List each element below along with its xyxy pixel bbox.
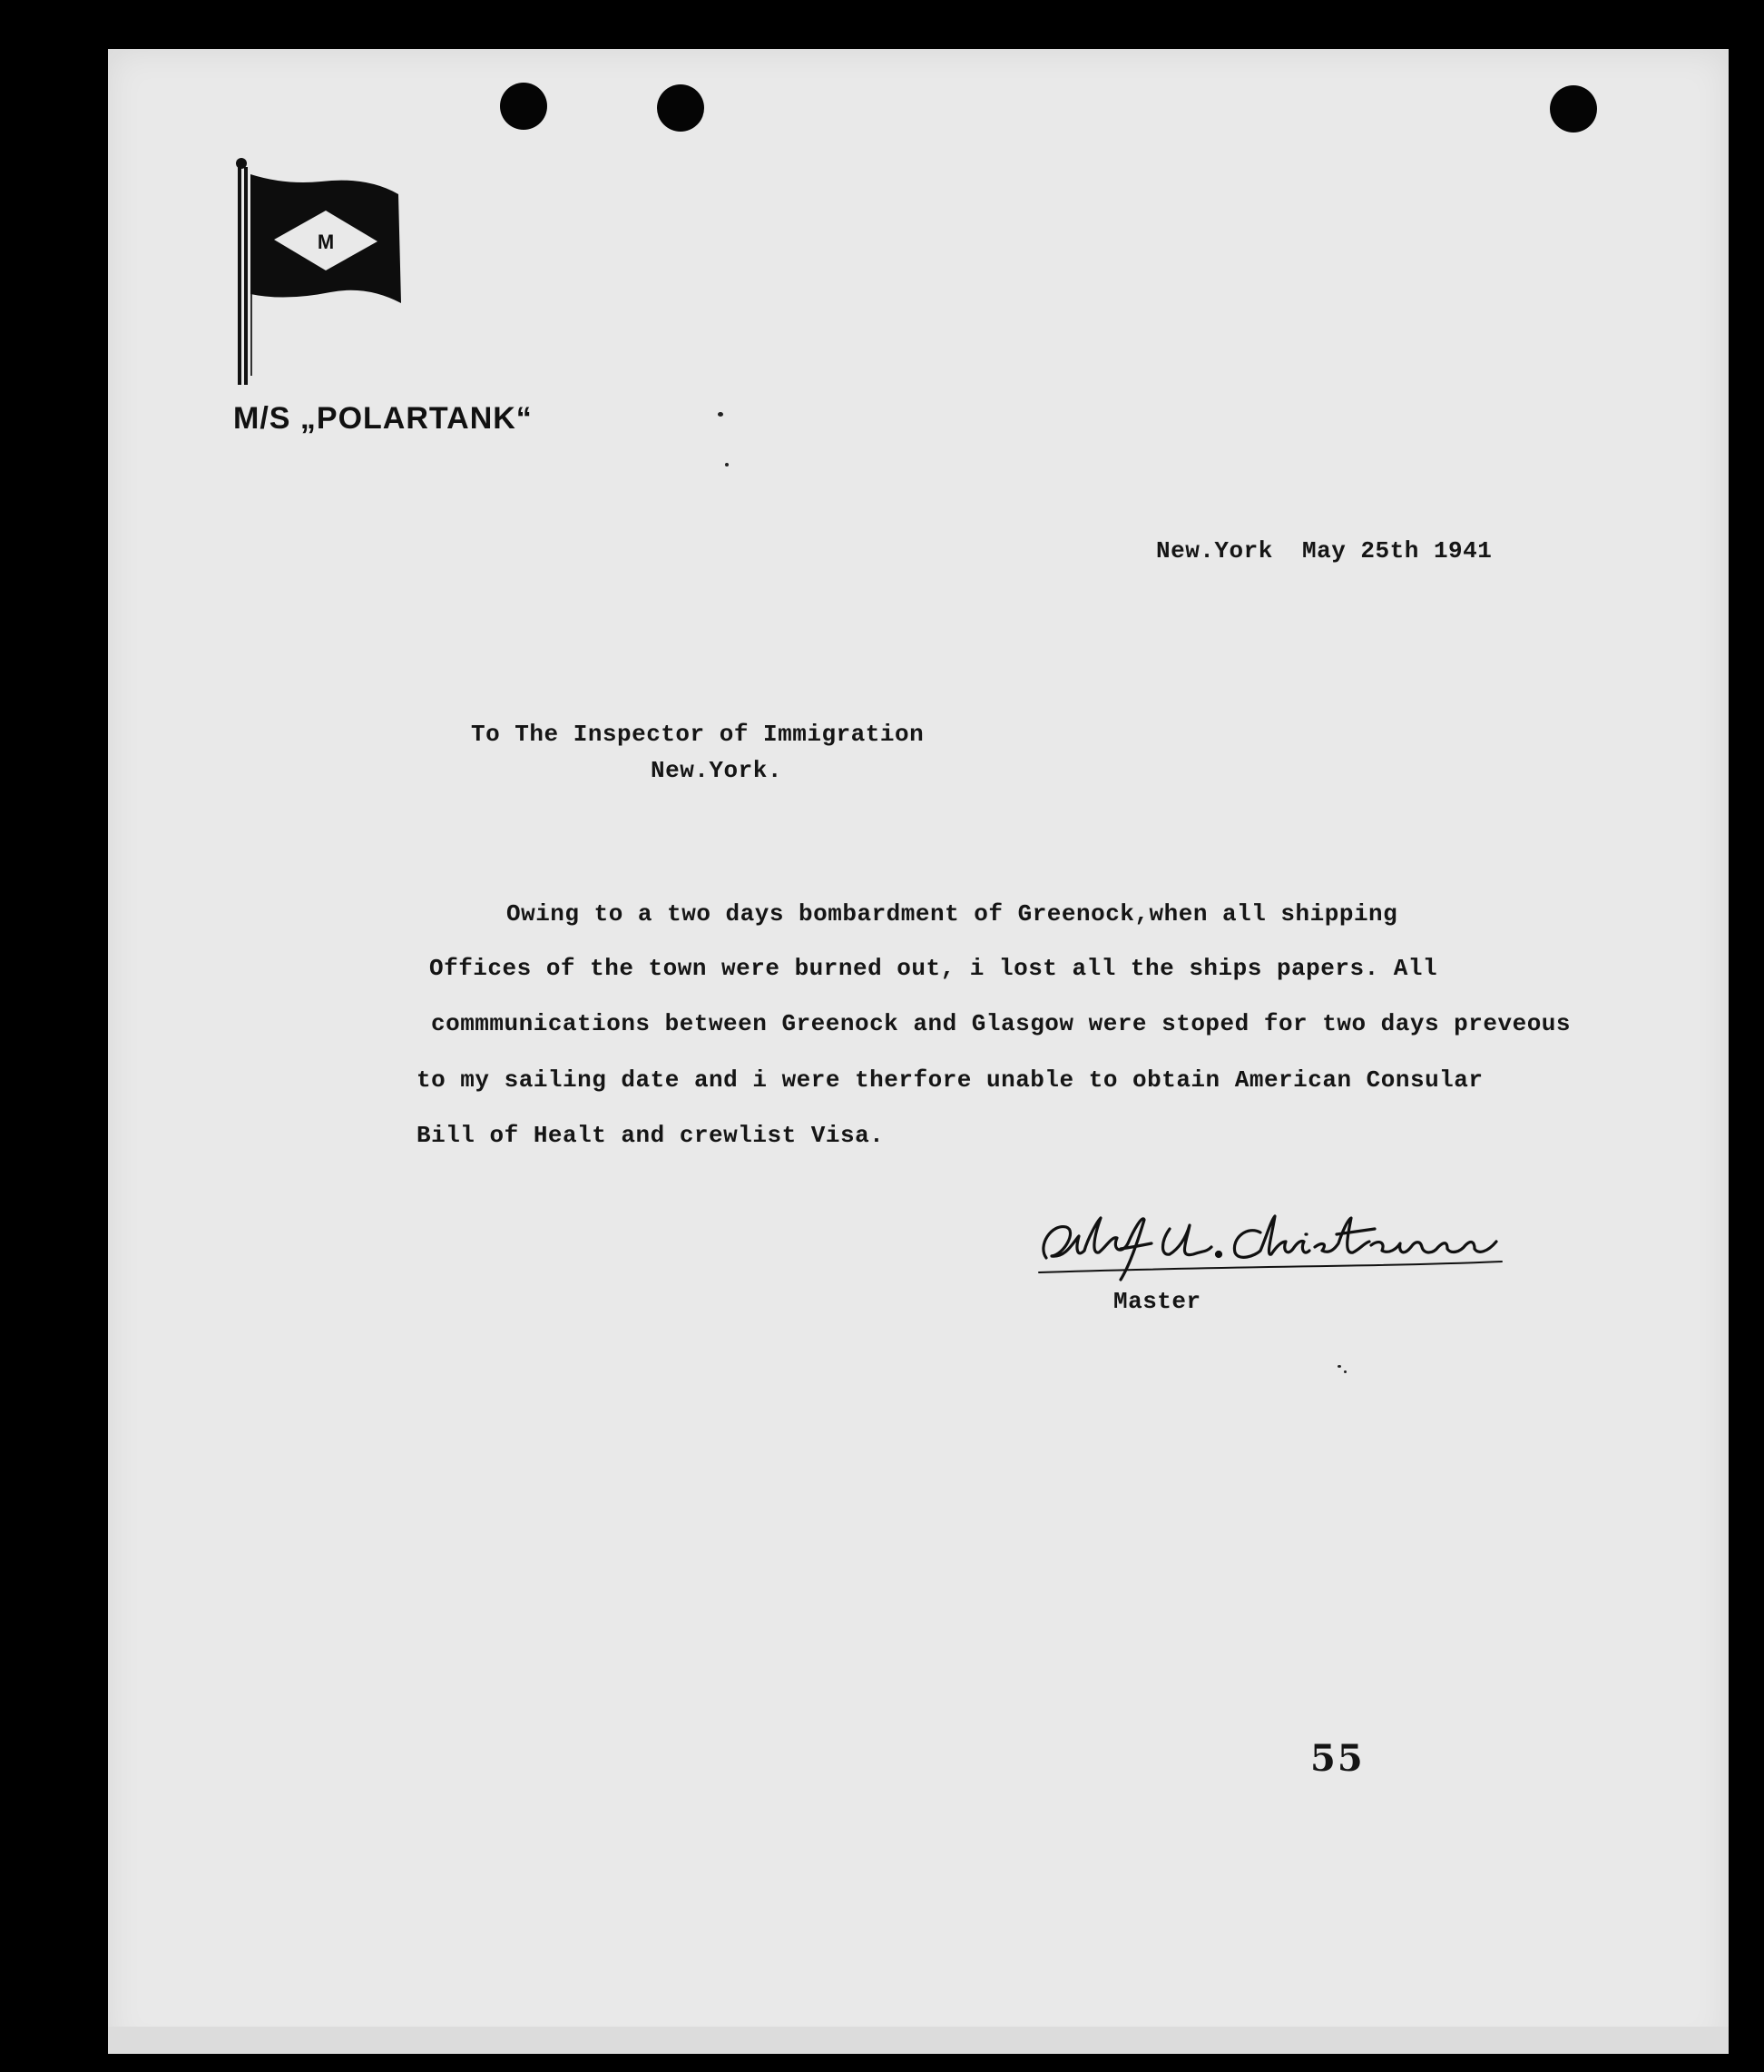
- sheet-bottom-edge: [108, 2027, 1729, 2054]
- ink-speck: [725, 463, 729, 466]
- handwritten-signature: [1034, 1202, 1505, 1283]
- addressee-line-1: To The Inspector of Immigration: [471, 721, 925, 748]
- company-flag-logo: [230, 158, 412, 394]
- body-line: Offices of the town were burned out, i lost all the ships papers. All: [429, 955, 1438, 982]
- ink-speck: [1344, 1370, 1347, 1373]
- date-line: New.York May 25th 1941: [1156, 537, 1493, 565]
- signatory-title: Master: [1113, 1288, 1201, 1315]
- punch-hole: [657, 84, 704, 132]
- body-line: commmunications between Greenock and Glasgow were stoped for two days preveous: [431, 1010, 1571, 1037]
- punch-hole: [1550, 85, 1597, 133]
- body-line: to my sailing date and i were therfore unable to obtain American Consular: [416, 1066, 1484, 1094]
- addressee-line-2: New.York.: [651, 757, 782, 784]
- body-line: Bill of Healt and crewlist Visa.: [416, 1122, 885, 1149]
- page-number: 55: [1310, 1737, 1365, 1780]
- ink-speck: [718, 412, 723, 417]
- ink-speck: [1338, 1365, 1341, 1368]
- letter-sheet: [108, 49, 1729, 2054]
- punch-hole: [500, 83, 547, 130]
- ship-name: M/S „POLARTANK“: [233, 401, 533, 436]
- body-line: Owing to a two days bombardment of Greenock,when all shipping: [506, 900, 1398, 928]
- flag-letter: M: [317, 231, 335, 253]
